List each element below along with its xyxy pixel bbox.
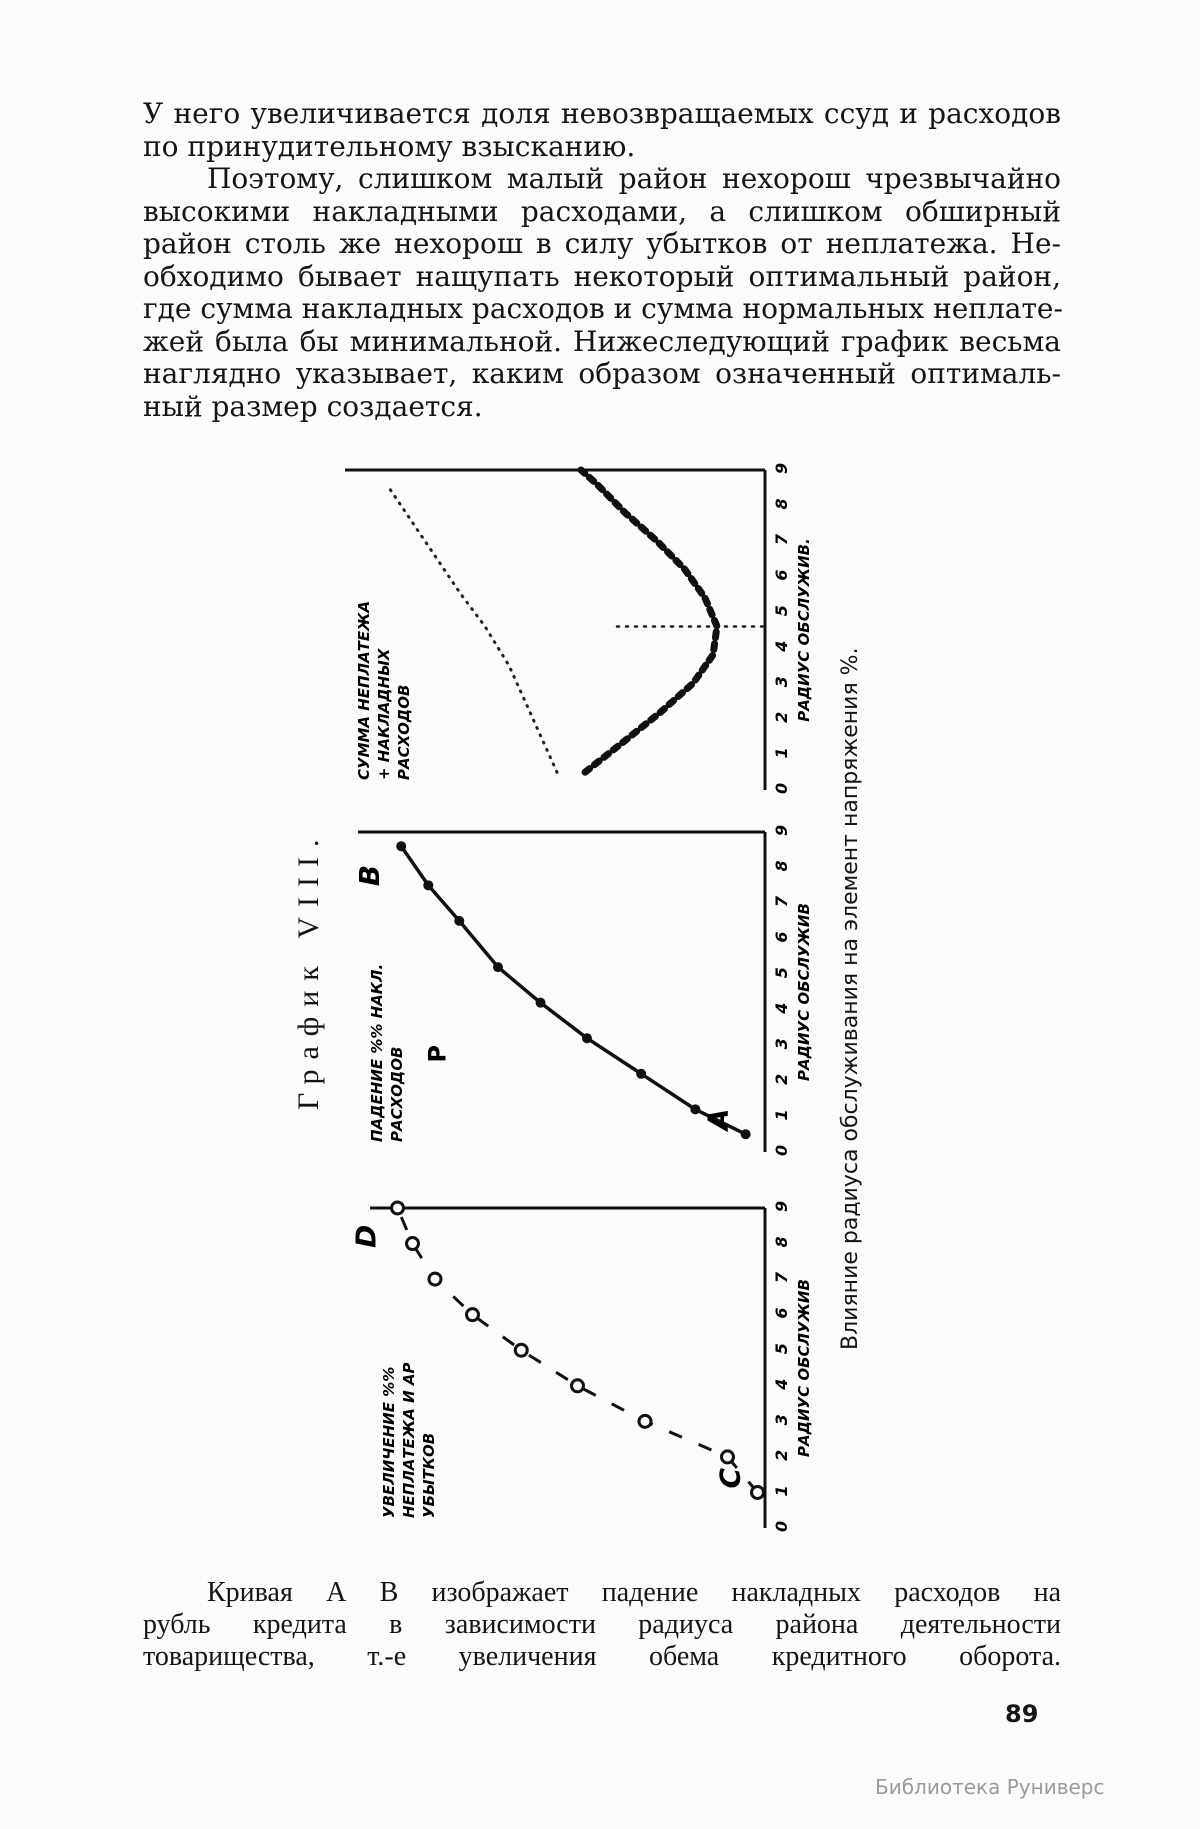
- data-point: [423, 880, 433, 890]
- chart-title: НЕПЛАТЕЖА И АР: [400, 1362, 418, 1518]
- series-line-ab: [401, 846, 745, 1134]
- data-point: [454, 916, 464, 926]
- bottom-paragraph: [143, 1577, 1061, 1673]
- tick-label: 7: [772, 895, 791, 908]
- tick-label: 2: [772, 711, 791, 723]
- tick-label: 6: [772, 931, 791, 943]
- tick-label: 0: [772, 1144, 791, 1156]
- chart-title: + НАКЛАДНЫХ: [375, 648, 393, 780]
- tick-label: 3: [772, 1038, 791, 1050]
- tick-label: 0: [772, 1520, 791, 1532]
- data-point: [429, 1273, 441, 1285]
- series-line-cd: [398, 1208, 758, 1492]
- tick-label: 7: [772, 533, 791, 546]
- text-line: по принудительному взысканию.: [143, 129, 636, 163]
- data-point: [639, 1415, 651, 1427]
- data-point: [690, 1104, 700, 1114]
- top-paragraph: [143, 98, 1061, 423]
- tick-label: 3: [772, 676, 791, 688]
- text-line: товарищества, т.-е увеличения обема кредитного оборота.: [143, 1641, 1061, 1672]
- tick-label: 8: [772, 1236, 791, 1248]
- chart-title: СУММА НЕПЛАТЕЖА: [355, 600, 373, 780]
- data-point: [741, 1129, 751, 1139]
- curve-label-end: D: [349, 1224, 383, 1248]
- tick-label: 4: [772, 1378, 791, 1390]
- tick-label: 1: [772, 1109, 791, 1121]
- chart-title: РАСХОДОВ: [395, 684, 413, 780]
- curve-label-start: C: [713, 1467, 747, 1489]
- figure-caption: Влияние радиуса обслуживания на элемент напряжения %.: [838, 647, 863, 1350]
- curve-label-mid: Р: [423, 1045, 452, 1063]
- tick-label: 1: [772, 747, 791, 759]
- tick-label: 9: [772, 462, 791, 474]
- tick-label: 0: [772, 782, 791, 794]
- tick-label: 5: [772, 605, 791, 617]
- chart-title: УВЕЛИЧЕНИЕ %%: [380, 1366, 398, 1518]
- chart-title: ПАДЕНИЕ %% НАКЛ.: [368, 963, 386, 1142]
- text-line: рубль кредита в зависимости радиуса района деятельности: [143, 1609, 1061, 1640]
- tick-label: 5: [772, 1343, 791, 1355]
- data-point: [636, 1069, 646, 1079]
- curve-label-end: B: [353, 864, 387, 887]
- tick-label: 2: [772, 1449, 791, 1461]
- data-point: [493, 962, 503, 972]
- data-point: [582, 1033, 592, 1043]
- data-point: [752, 1486, 764, 1498]
- text-line: наглядно указывает, каким образом означенный оптималь-: [143, 357, 1061, 390]
- tick-label: 8: [772, 498, 791, 510]
- data-point: [536, 998, 546, 1008]
- series-line-sum: [581, 470, 717, 772]
- text-line: где сумма накладных расходов и сумма нормальных неплате-: [143, 292, 1063, 325]
- text-line: Кривая А В изображает падение накладных расходов на: [207, 1577, 1061, 1608]
- chart-title: УБЫТКОВ: [420, 1432, 438, 1518]
- data-point: [572, 1380, 584, 1392]
- tick-label: 3: [772, 1414, 791, 1426]
- text-line: жей была бы минимальной. Нижеследующий график весьма: [143, 324, 1061, 358]
- library-watermark: Библиотека Руниверс: [875, 1775, 1105, 1799]
- page-number: 89: [1005, 1700, 1039, 1728]
- figure-viii: [0, 440, 1200, 1560]
- data-point: [722, 1451, 734, 1463]
- text-line: район столь же нехорош в силу убытков от неплатежа. Не-: [143, 227, 1061, 260]
- tick-label: 9: [772, 824, 791, 836]
- text-line: У него увеличивается доля невозвращаемых ссуд и расходов: [143, 97, 1061, 130]
- curve-label-start: A: [701, 1108, 735, 1131]
- tick-label: 4: [772, 1002, 791, 1014]
- text-line: обходимо бывает нащупать некоторый оптимальный район,: [143, 259, 1061, 293]
- tick-label: 7: [772, 1271, 791, 1284]
- figure-title: График VIII.: [292, 829, 325, 1110]
- tick-label: 2: [772, 1073, 791, 1085]
- x-axis-label: РАДИУС ОБСЛУЖИВ.: [795, 538, 813, 722]
- x-axis-label: РАДИУС ОБСЛУЖИВ: [795, 1279, 813, 1457]
- tick-label: 4: [772, 640, 791, 652]
- x-axis-label: РАДИУС ОБСЛУЖИВ: [795, 903, 813, 1081]
- tick-label: 6: [772, 569, 791, 581]
- data-point: [467, 1309, 479, 1321]
- tick-label: 1: [772, 1485, 791, 1497]
- text-line: высокими накладными расходами, а слишком обширный: [143, 194, 1061, 228]
- data-point: [392, 1202, 404, 1214]
- tick-label: 5: [772, 967, 791, 979]
- data-point: [515, 1344, 527, 1356]
- tick-label: 6: [772, 1307, 791, 1319]
- text-line: Поэтому, слишком малый район нехорош чрезвычайно: [207, 162, 1061, 195]
- series-line-dotted: [389, 488, 557, 772]
- data-point: [407, 1238, 419, 1250]
- data-point: [396, 841, 406, 851]
- tick-label: 8: [772, 860, 791, 872]
- chart-title: РАСХОДОВ: [388, 1046, 406, 1142]
- text-line: ный размер создается.: [143, 389, 483, 423]
- tick-label: 9: [772, 1200, 791, 1212]
